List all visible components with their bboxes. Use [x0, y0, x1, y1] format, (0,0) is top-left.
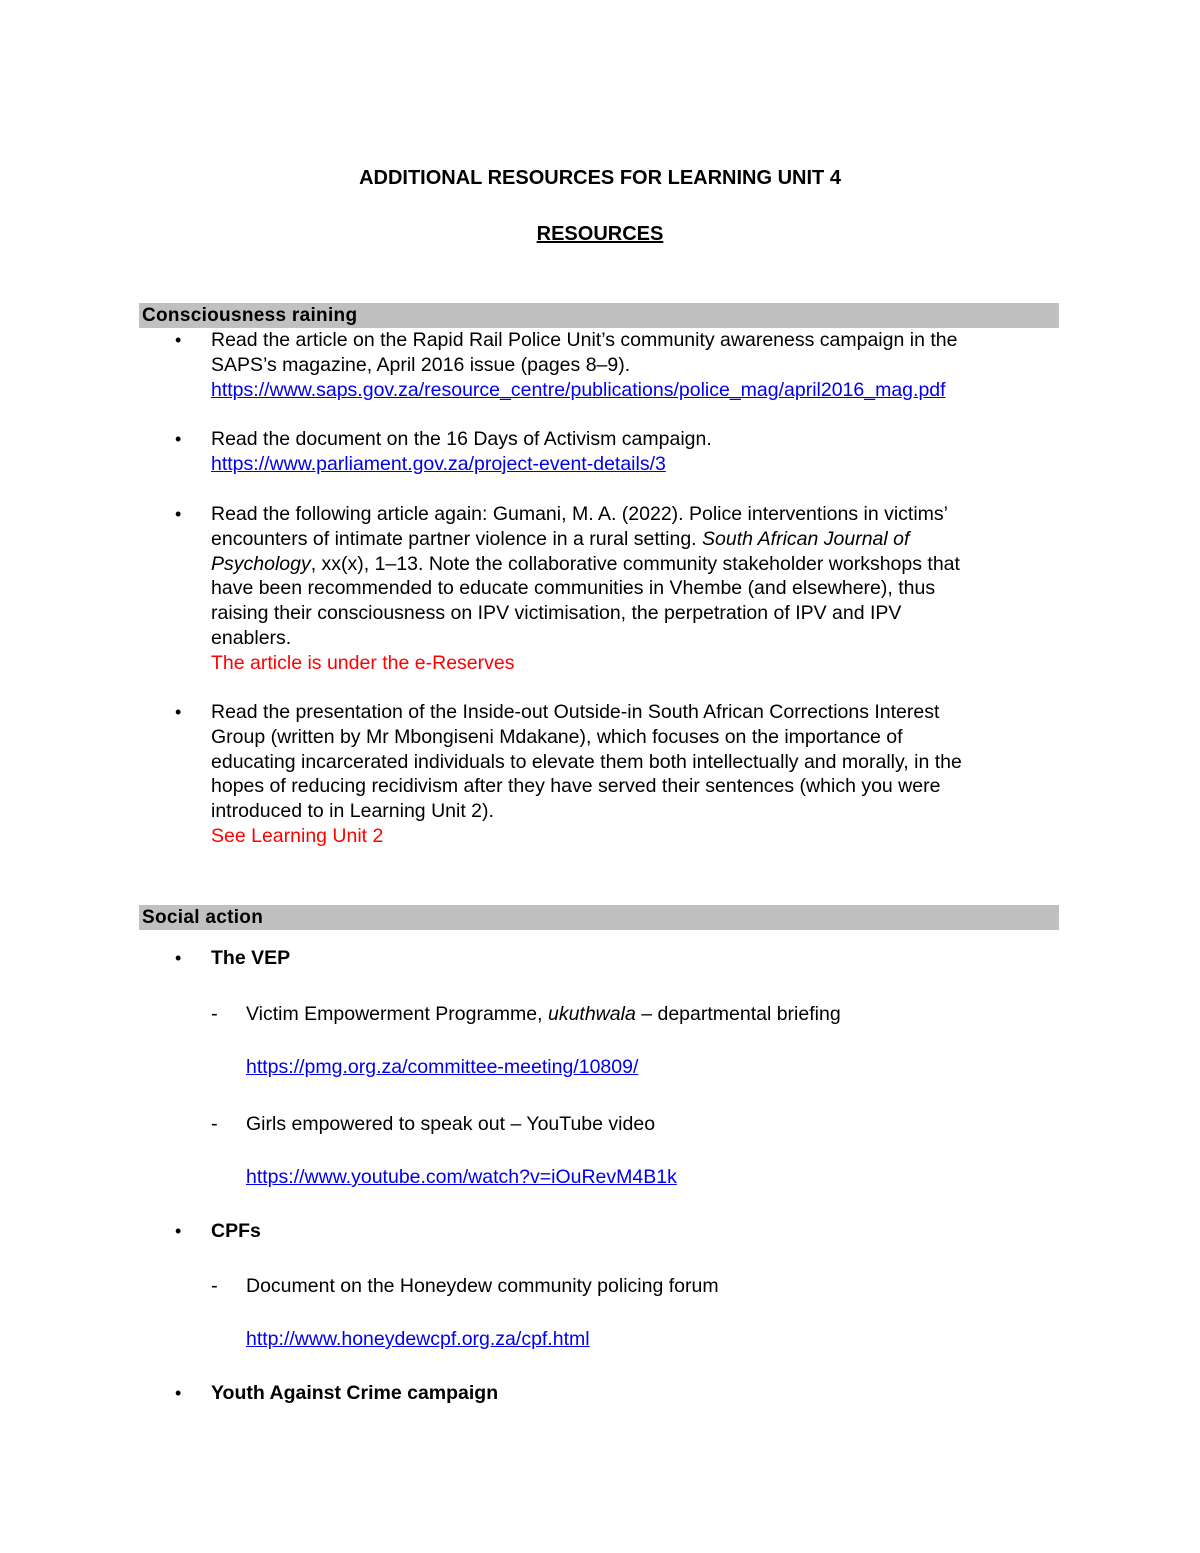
text-line: Read the following article again: Gumani, M. A. (2022). Police interventions in victims’ — [211, 503, 949, 525]
sub-item-text: Girls empowered to speak out – YouTube video — [246, 1113, 656, 1135]
list-item-text — [211, 700, 1061, 849]
text-line: have been recommended to educate communities in Vhembe (and elsewhere), thus — [211, 577, 936, 600]
text-fragment: – departmental briefing — [635, 1003, 841, 1025]
group-title: Youth Against Crime campaign — [211, 1382, 499, 1404]
journal-title: South African Journal of — [702, 527, 910, 550]
saps-magazine-link[interactable]: https://www.saps.gov.za/resource_centre/publications/police_mag/april2016_mag.pdf — [211, 378, 946, 401]
text-line: Read the document on the 16 Days of Activism campaign. — [211, 428, 712, 450]
section-heading-consciousness — [139, 303, 1059, 328]
sub-item-text — [246, 1003, 841, 1026]
bullet-icon: • — [175, 948, 182, 968]
text-line — [211, 552, 1061, 577]
list-item-text — [211, 328, 1061, 402]
section-heading-label: Consciousness raining — [142, 305, 358, 326]
document-subtitle: RESOURCES — [536, 223, 664, 245]
text-fragment: Victim Empowerment Programme, — [246, 1003, 548, 1025]
bullet-icon: • — [175, 330, 182, 350]
bullet-icon: • — [175, 1221, 182, 1241]
text-line: educating incarcerated individuals to elevate them both intellectually and morally, in the — [211, 750, 962, 773]
bullet-icon: • — [175, 1383, 182, 1403]
section-heading-label: Social action — [142, 907, 264, 928]
bullet-icon: • — [175, 429, 182, 449]
parliament-link[interactable]: https://www.parliament.gov.za/project-event-details/3 — [211, 452, 666, 475]
group-title: The VEP — [211, 947, 291, 969]
dash-icon: - — [211, 1113, 218, 1135]
dash-icon: - — [211, 1003, 218, 1025]
bullet-icon: • — [175, 504, 182, 524]
text-line: introduced to in Learning Unit 2). — [211, 800, 494, 823]
youtube-link[interactable]: https://www.youtube.com/watch?v=iOuRevM4B1k — [246, 1166, 677, 1188]
dash-icon: - — [211, 1275, 218, 1297]
honeydew-cpf-link[interactable]: http://www.honeydewcpf.org.za/cpf.html — [246, 1328, 590, 1350]
text-fragment: , xx(x), 1–13. Note the collaborative community stakeholder workshops that — [310, 552, 960, 575]
text-line: Group (written by Mr Mbongiseni Mdakane), which focuses on the importance of — [211, 725, 903, 748]
pmg-link[interactable]: https://pmg.org.za/committee-meeting/10809/ — [246, 1056, 639, 1078]
text-line: raising their consciousness on IPV victimisation, the perpetration of IPV and IPV — [211, 602, 902, 625]
learning-unit-note: See Learning Unit 2 — [211, 824, 384, 847]
document-title: ADDITIONAL RESOURCES FOR LEARNING UNIT 4 — [359, 167, 841, 189]
italic-term: ukuthwala — [547, 1003, 636, 1025]
text-line: enablers. — [211, 626, 292, 649]
list-item-text — [211, 427, 1061, 477]
section-heading-social-action — [139, 905, 1059, 930]
text-line: Read the presentation of the Inside-out Outside-in South African Corrections Interest — [211, 701, 940, 723]
text-line — [211, 527, 1061, 552]
sub-item-text: Document on the Honeydew community policing forum — [246, 1275, 719, 1297]
bullet-icon: • — [175, 702, 182, 722]
text-line: hopes of reducing recidivism after they have served their sentences (which you were — [211, 775, 941, 798]
text-line: Read the article on the Rapid Rail Police Unit’s community awareness campaign in the — [211, 329, 958, 351]
list-item-text — [211, 502, 1061, 676]
text-line: SAPS’s magazine, April 2016 issue (pages 8–9). — [211, 353, 631, 376]
group-title: CPFs — [211, 1220, 261, 1242]
journal-title: Psychology — [211, 552, 311, 575]
text-fragment: encounters of intimate partner violence in a rural setting. — [211, 527, 703, 550]
e-reserves-note: The article is under the e-Reserves — [211, 651, 515, 674]
